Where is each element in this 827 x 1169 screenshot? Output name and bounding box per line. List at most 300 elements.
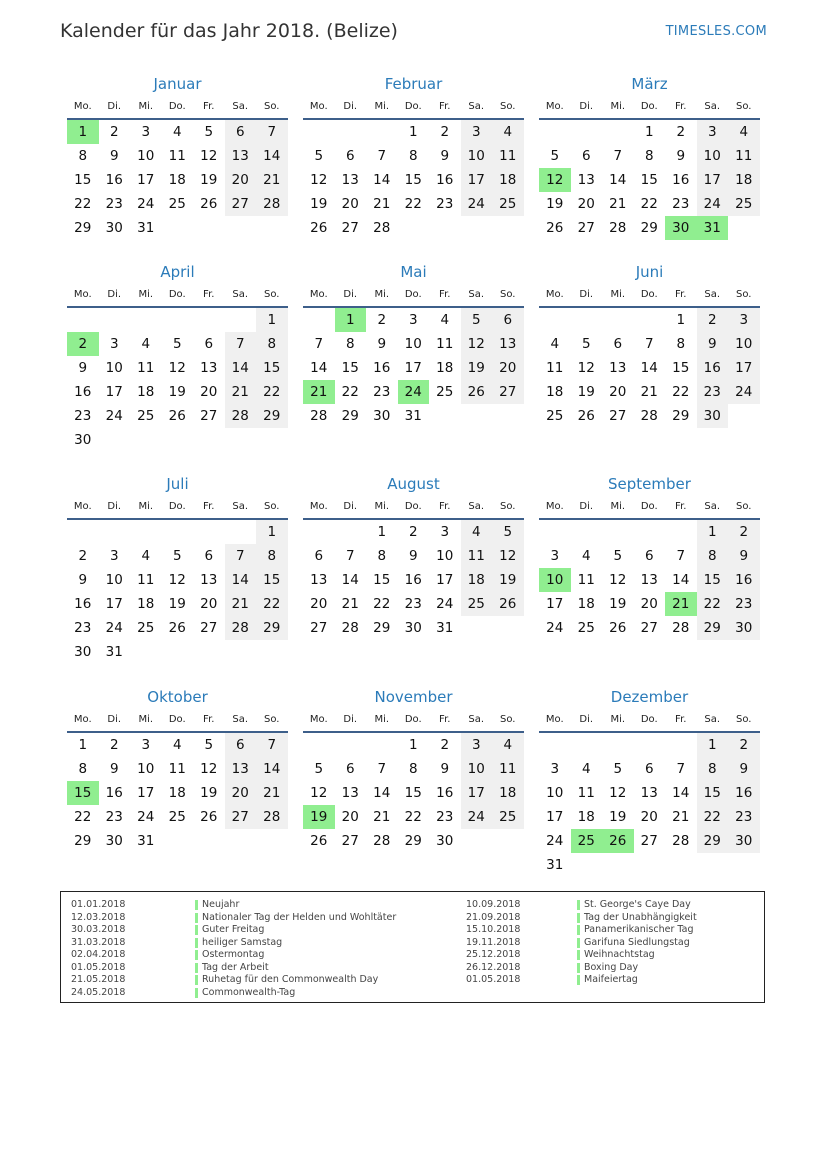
- day-cell: 1: [78, 737, 88, 753]
- empty-cell: [67, 308, 99, 332]
- empty-cell: [571, 733, 603, 757]
- month-name: November: [374, 688, 453, 706]
- day-cell: 25: [492, 192, 524, 216]
- day-grid: [67, 120, 288, 240]
- holiday-day-cell: 26: [602, 829, 634, 853]
- weekday-label: Fr.: [203, 501, 215, 512]
- empty-cell: [303, 120, 335, 144]
- weekday-label: Di.: [107, 501, 122, 512]
- legend-entry: [71, 924, 461, 937]
- day-cell: 4: [728, 120, 760, 144]
- month-12: [539, 685, 760, 877]
- day-cell: 16: [74, 384, 92, 400]
- weekday-label: Sa.: [704, 289, 721, 300]
- day-cell: 9: [440, 761, 450, 777]
- day-cell: 28: [225, 616, 257, 640]
- legend-date: 25.12.2018: [466, 949, 521, 960]
- weekday-label: Sa.: [468, 101, 485, 112]
- day-cell: 3: [550, 548, 560, 564]
- day-cell: 21: [373, 809, 391, 825]
- day-cell: 30: [404, 620, 422, 636]
- holiday-marker: [195, 913, 198, 923]
- day-cell: 14: [225, 568, 257, 592]
- day-cell: 25: [436, 384, 454, 400]
- legend-holiday-name: Panamerikanischer Tag: [584, 924, 694, 935]
- day-cell: 6: [314, 548, 324, 564]
- day-cell: 16: [672, 172, 690, 188]
- day-cell: 31: [105, 644, 123, 660]
- day-cell: 20: [200, 596, 218, 612]
- holiday-day-cell: 10: [539, 568, 571, 592]
- day-cell: 7: [345, 548, 355, 564]
- legend-entry: [466, 899, 756, 912]
- day-cell: 8: [256, 332, 288, 356]
- weekday-label: Di.: [579, 289, 594, 300]
- day-cell: 25: [137, 620, 155, 636]
- day-cell: 13: [577, 172, 595, 188]
- legend-holiday-name: Ruhetag für den Commonwealth Day: [202, 974, 379, 985]
- day-cell: 4: [172, 124, 182, 140]
- day-cell: 16: [728, 568, 760, 592]
- day-cell: 1: [408, 124, 418, 140]
- day-cell: 7: [256, 733, 288, 757]
- day-cell: 29: [404, 833, 422, 849]
- day-cell: 12: [577, 360, 595, 376]
- legend-date: 24.05.2018: [71, 986, 126, 998]
- month-name: Dezember: [610, 688, 689, 706]
- legend-date: 21.05.2018: [71, 974, 126, 985]
- weekday-label: So.: [264, 714, 280, 725]
- weekday-label: Do.: [404, 714, 422, 725]
- weekday-label: Sa.: [468, 501, 485, 512]
- legend-entry: [71, 937, 461, 950]
- day-cell: 1: [644, 124, 654, 140]
- weekday-label: Mo.: [545, 501, 564, 512]
- day-cell: 27: [640, 833, 658, 849]
- day-cell: 14: [672, 572, 690, 588]
- day-cell: 28: [256, 805, 288, 829]
- day-cell: 20: [577, 196, 595, 212]
- day-cell: 12: [492, 544, 524, 568]
- day-cell: 17: [436, 572, 454, 588]
- month-2: [303, 72, 524, 240]
- day-cell: 29: [341, 408, 359, 424]
- day-cell: 15: [404, 785, 422, 801]
- weekday-label: So.: [500, 101, 516, 112]
- month-4: [67, 260, 288, 452]
- day-cell: 8: [256, 544, 288, 568]
- day-cell: 17: [137, 785, 155, 801]
- empty-cell: [335, 120, 367, 144]
- legend-column-left: [71, 899, 461, 999]
- holiday-marker: [577, 900, 580, 910]
- day-cell: 5: [461, 308, 493, 332]
- day-cell: 23: [728, 592, 760, 616]
- legend-date: 01.05.2018: [466, 974, 521, 985]
- empty-cell: [67, 520, 99, 544]
- weekday-label: Fr.: [203, 714, 215, 725]
- weekday-label: Di.: [579, 101, 594, 112]
- empty-cell: [366, 120, 398, 144]
- day-cell: 23: [373, 384, 391, 400]
- holiday-marker: [195, 950, 198, 960]
- empty-cell: [602, 733, 634, 757]
- weekday-label: Sa.: [468, 714, 485, 725]
- day-cell: 13: [200, 360, 218, 376]
- weekday-label: Mo.: [309, 501, 328, 512]
- weekday-label: Fr.: [203, 289, 215, 300]
- day-cell: 1: [256, 308, 288, 332]
- day-cell: 17: [546, 596, 564, 612]
- weekday-label: Di.: [107, 101, 122, 112]
- weekday-label: Do.: [168, 501, 186, 512]
- weekday-label: Mo.: [545, 101, 564, 112]
- day-cell: 22: [256, 380, 288, 404]
- month-name: Oktober: [147, 688, 208, 706]
- day-cell: 6: [644, 548, 654, 564]
- day-cell: 30: [74, 644, 92, 660]
- day-cell: 2: [109, 124, 119, 140]
- day-cell: 20: [341, 809, 359, 825]
- empty-cell: [303, 520, 335, 544]
- weekday-label: Sa.: [232, 101, 249, 112]
- empty-cell: [539, 733, 571, 757]
- day-cell: 18: [137, 384, 155, 400]
- day-cell: 24: [546, 833, 564, 849]
- weekday-label: Sa.: [232, 501, 249, 512]
- weekday-label: Sa.: [704, 501, 721, 512]
- day-cell: 18: [492, 781, 524, 805]
- day-cell: 15: [373, 572, 391, 588]
- day-cell: 21: [256, 168, 288, 192]
- day-cell: 10: [137, 148, 155, 164]
- day-cell: 17: [404, 360, 422, 376]
- weekday-label: Di.: [107, 714, 122, 725]
- weekday-label: So.: [500, 714, 516, 725]
- day-cell: 31: [436, 620, 454, 636]
- holiday-marker: [195, 925, 198, 935]
- weekday-header: [67, 496, 288, 520]
- day-cell: 22: [404, 196, 422, 212]
- day-cell: 8: [697, 757, 729, 781]
- day-cell: 15: [404, 172, 422, 188]
- month-9: [539, 472, 760, 640]
- day-cell: 10: [105, 360, 123, 376]
- day-cell: 23: [436, 196, 454, 212]
- day-cell: 24: [461, 192, 493, 216]
- legend-entry: [466, 937, 756, 950]
- empty-cell: [665, 520, 697, 544]
- day-cell: 22: [373, 596, 391, 612]
- empty-cell: [193, 308, 225, 332]
- weekday-label: Do.: [640, 289, 658, 300]
- day-cell: 7: [644, 336, 654, 352]
- empty-cell: [225, 520, 257, 544]
- day-cell: 30: [436, 833, 454, 849]
- day-cell: 30: [728, 829, 760, 853]
- weekday-label: Di.: [579, 501, 594, 512]
- weekday-label: Mi.: [138, 101, 154, 112]
- day-cell: 17: [461, 168, 493, 192]
- weekday-label: Mo.: [309, 289, 328, 300]
- weekday-label: Do.: [168, 289, 186, 300]
- holiday-day-cell: 15: [67, 781, 99, 805]
- weekday-label: Mo.: [545, 714, 564, 725]
- day-cell: 22: [697, 592, 729, 616]
- weekday-label: So.: [264, 101, 280, 112]
- empty-cell: [193, 520, 225, 544]
- day-cell: 13: [341, 172, 359, 188]
- holiday-marker: [577, 975, 580, 985]
- day-cell: 16: [105, 172, 123, 188]
- weekday-label: Mi.: [374, 501, 390, 512]
- day-cell: 28: [640, 408, 658, 424]
- day-cell: 5: [550, 148, 560, 164]
- month-name: Juli: [166, 475, 189, 493]
- day-cell: 21: [225, 380, 257, 404]
- weekday-header: [303, 496, 524, 520]
- weekday-label: So.: [736, 101, 752, 112]
- weekday-label: Mo.: [309, 101, 328, 112]
- empty-cell: [130, 520, 162, 544]
- month-name: Mai: [400, 263, 427, 281]
- day-cell: 18: [546, 384, 564, 400]
- month-6: [539, 260, 760, 428]
- day-cell: 27: [200, 620, 218, 636]
- day-cell: 4: [581, 761, 591, 777]
- legend-date: 01.01.2018: [71, 899, 126, 910]
- weekday-label: So.: [264, 289, 280, 300]
- day-cell: 27: [640, 620, 658, 636]
- day-cell: 18: [168, 785, 186, 801]
- legend-holiday-name: Maifeiertag: [584, 974, 638, 985]
- weekday-label: Mi.: [610, 714, 626, 725]
- day-cell: 12: [461, 332, 493, 356]
- day-cell: 6: [225, 733, 257, 757]
- day-cell: 12: [609, 785, 627, 801]
- day-cell: 11: [728, 144, 760, 168]
- day-cell: 3: [550, 761, 560, 777]
- empty-cell: [571, 308, 603, 332]
- day-cell: 12: [609, 572, 627, 588]
- day-cell: 17: [105, 384, 123, 400]
- legend-entry: [71, 899, 461, 912]
- day-cell: 13: [640, 572, 658, 588]
- weekday-label: So.: [736, 289, 752, 300]
- day-cell: 18: [137, 596, 155, 612]
- day-cell: 17: [105, 596, 123, 612]
- day-cell: 6: [204, 548, 214, 564]
- day-cell: 2: [440, 124, 450, 140]
- day-cell: 29: [256, 616, 288, 640]
- month-10: [67, 685, 288, 853]
- day-cell: 27: [225, 192, 257, 216]
- holiday-marker: [577, 963, 580, 973]
- weekday-header: [67, 709, 288, 733]
- day-cell: 2: [78, 548, 88, 564]
- day-cell: 19: [310, 196, 328, 212]
- day-cell: 26: [461, 380, 493, 404]
- day-cell: 11: [137, 572, 155, 588]
- day-cell: 13: [640, 785, 658, 801]
- day-cell: 15: [697, 568, 729, 592]
- month-name: Februar: [384, 75, 443, 93]
- day-cell: 12: [200, 148, 218, 164]
- day-cell: 6: [613, 336, 623, 352]
- weekday-label: Mi.: [138, 501, 154, 512]
- empty-cell: [225, 308, 257, 332]
- legend-date: 02.04.2018: [71, 949, 126, 960]
- weekday-label: Do.: [168, 714, 186, 725]
- weekday-label: Fr.: [439, 289, 451, 300]
- day-cell: 16: [728, 781, 760, 805]
- day-cell: 23: [74, 620, 92, 636]
- day-cell: 8: [408, 148, 418, 164]
- brand-logo[interactable]: TIMESLES.COM: [665, 24, 767, 39]
- weekday-label: Fr.: [439, 501, 451, 512]
- day-cell: 28: [341, 620, 359, 636]
- day-cell: 1: [697, 733, 729, 757]
- day-cell: 21: [640, 384, 658, 400]
- holiday-day-cell: 24: [398, 380, 430, 404]
- holiday-day-cell: 31: [697, 216, 729, 240]
- day-cell: 3: [461, 120, 493, 144]
- day-cell: 23: [672, 196, 690, 212]
- day-cell: 6: [204, 336, 214, 352]
- day-cell: 25: [492, 805, 524, 829]
- legend-holiday-name: Neujahr: [202, 899, 240, 910]
- day-cell: 29: [672, 408, 690, 424]
- empty-cell: [602, 308, 634, 332]
- empty-cell: [602, 120, 634, 144]
- empty-cell: [571, 520, 603, 544]
- weekday-header: [67, 96, 288, 120]
- day-cell: 22: [256, 592, 288, 616]
- weekday-label: So.: [264, 501, 280, 512]
- legend-holiday-name: Tag der Arbeit: [202, 961, 269, 973]
- day-cell: 3: [141, 737, 151, 753]
- weekday-label: Fr.: [203, 101, 215, 112]
- day-cell: 22: [74, 196, 92, 212]
- day-cell: 7: [613, 148, 623, 164]
- day-cell: 26: [168, 408, 186, 424]
- day-grid: [303, 120, 524, 240]
- day-cell: 20: [341, 196, 359, 212]
- day-cell: 7: [225, 544, 257, 568]
- day-cell: 26: [609, 620, 627, 636]
- day-cell: 5: [613, 548, 623, 564]
- weekday-label: Mi.: [138, 714, 154, 725]
- day-cell: 22: [404, 809, 422, 825]
- day-cell: 28: [256, 192, 288, 216]
- weekday-header: [539, 709, 760, 733]
- day-cell: 1: [377, 524, 387, 540]
- month-11: [303, 685, 524, 853]
- day-cell: 3: [728, 308, 760, 332]
- day-cell: 14: [609, 172, 627, 188]
- empty-cell: [366, 733, 398, 757]
- month-5: [303, 260, 524, 428]
- weekday-label: Di.: [343, 714, 358, 725]
- day-cell: 18: [436, 360, 454, 376]
- legend-holiday-name: Weihnachtstag: [584, 949, 655, 960]
- day-cell: 14: [373, 172, 391, 188]
- day-cell: 29: [74, 220, 92, 236]
- day-cell: 29: [640, 220, 658, 236]
- empty-cell: [602, 520, 634, 544]
- legend-date: 10.09.2018: [466, 899, 521, 910]
- day-cell: 17: [546, 809, 564, 825]
- day-grid: [303, 308, 524, 428]
- day-cell: 6: [345, 761, 355, 777]
- day-cell: 10: [404, 336, 422, 352]
- legend-entry: [466, 912, 756, 925]
- day-cell: 30: [373, 408, 391, 424]
- day-cell: 19: [168, 596, 186, 612]
- day-cell: 29: [74, 833, 92, 849]
- holiday-marker: [195, 975, 198, 985]
- day-cell: 29: [373, 620, 391, 636]
- day-cell: 4: [141, 336, 151, 352]
- day-cell: 8: [676, 336, 686, 352]
- day-cell: 8: [345, 336, 355, 352]
- day-cell: 19: [461, 356, 493, 380]
- weekday-label: Di.: [343, 501, 358, 512]
- day-cell: 18: [492, 168, 524, 192]
- day-cell: 26: [492, 592, 524, 616]
- weekday-header: [303, 709, 524, 733]
- weekday-label: Mi.: [374, 714, 390, 725]
- day-cell: 17: [137, 172, 155, 188]
- day-cell: 27: [341, 833, 359, 849]
- day-cell: 25: [461, 592, 493, 616]
- day-cell: 27: [577, 220, 595, 236]
- day-cell: 24: [137, 809, 155, 825]
- day-cell: 7: [256, 120, 288, 144]
- weekday-label: Fr.: [439, 101, 451, 112]
- day-cell: 27: [341, 220, 359, 236]
- weekday-label: Fr.: [675, 101, 687, 112]
- day-cell: 9: [78, 360, 88, 376]
- day-cell: 16: [404, 572, 422, 588]
- day-cell: 28: [373, 220, 391, 236]
- holiday-marker: [195, 900, 198, 910]
- day-cell: 13: [492, 332, 524, 356]
- day-cell: 26: [200, 196, 218, 212]
- day-grid: [539, 733, 760, 877]
- day-cell: 1: [408, 737, 418, 753]
- day-cell: 19: [168, 384, 186, 400]
- day-cell: 24: [436, 596, 454, 612]
- day-cell: 15: [640, 172, 658, 188]
- day-cell: 8: [78, 761, 88, 777]
- legend-holiday-name: Tag der Unabhängigkeit: [584, 911, 697, 923]
- day-cell: 9: [109, 761, 119, 777]
- weekday-label: Do.: [168, 101, 186, 112]
- day-cell: 8: [644, 148, 654, 164]
- weekday-header: [539, 284, 760, 308]
- day-cell: 16: [436, 785, 454, 801]
- day-cell: 30: [697, 404, 729, 428]
- day-cell: 31: [137, 833, 155, 849]
- holiday-day-cell: 30: [665, 216, 697, 240]
- empty-cell: [665, 733, 697, 757]
- day-cell: 29: [256, 404, 288, 428]
- day-cell: 5: [204, 737, 214, 753]
- page-title: Kalender für das Jahr 2018. (Belize): [60, 20, 398, 42]
- weekday-label: Mi.: [138, 289, 154, 300]
- day-cell: 22: [341, 384, 359, 400]
